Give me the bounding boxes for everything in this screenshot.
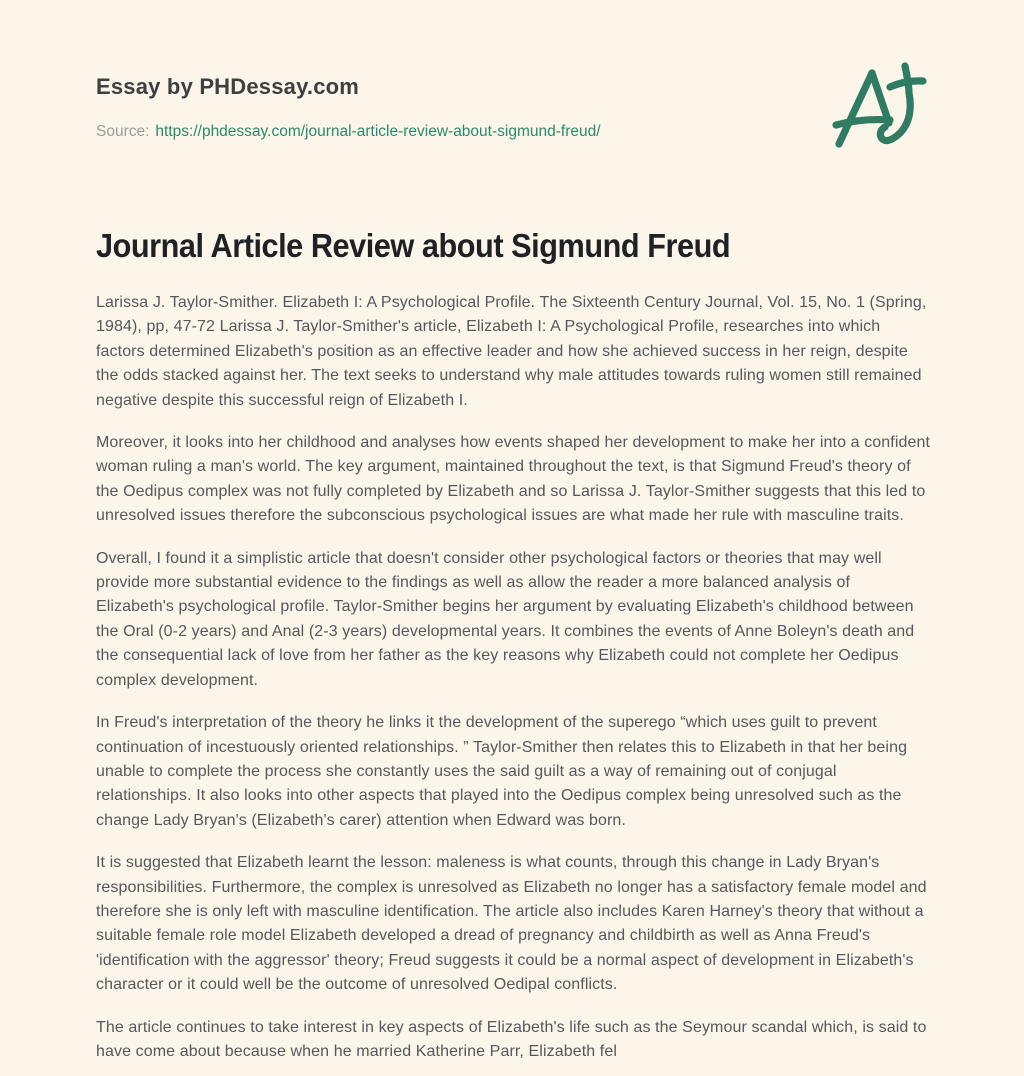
essay-paragraph-3: Overall, I found it a simplistic article that doesn't consider other psychological factors or theories that may well provide more substantial evidence to the findings as well as allow the reader a more balanced analysis of Elizabeth's psychological profile. Taylor-Smither begins her argument by evaluating Elizabeth's childhood between the Oral (0-2 years) and Anal (2-3 years) developmental years. It combines the events of Anne Boleyn's death and the consequential lack of love from her father as the key reasons why Elizabeth could not complete her Oedipus complex development. (96, 549, 915, 689)
a-plus-logo-icon (830, 60, 940, 152)
source-row (96, 121, 930, 142)
a-plus-logo-strokes (836, 66, 923, 144)
source-url-link[interactable]: https://phdessay.com/journal-article-review-about-sigmund-freud/ (155, 123, 601, 140)
essay-title: Journal Article Review about Sigmund Freud (96, 227, 731, 264)
essay-paragraph-2: Moreover, it looks into her childhood and analyses how events shaped her development to make her into a confident woman ruling a man's world. The key argument, maintained throughout the text, is that Sigmund Freud's theory of the Oedipus complex was not fully completed by Elizabeth and so Larissa J. Taylor-Smither suggests that this led to unresolved issues therefore the subconscious psychological issues are what made her rule with masculine traits. (96, 434, 931, 525)
source-label: Source: (96, 123, 150, 140)
brand-title: Essay by PHDessay.com (96, 74, 360, 99)
essay-paragraph-1: Larissa J. Taylor-Smither. Elizabeth I: A Psychological Profile. The Sixteenth Century Journal, Vol. 15, No. 1 (Spring, 1984), pp, 47-72 Larissa J. Taylor-Smither's article, Elizabeth I: A Psychological Profile, researches into which factors determined Elizabeth's position as an effective leader and how she achieved success in her reign, despite the odds stacked against her. The text seeks to understand why male attitudes towards ruling women still remained negative despite this successful reign of Elizabeth I. (96, 294, 927, 409)
essay-paragraph-5: It is suggested that Elizabeth learnt the lesson: maleness is what counts, through this change in Lady Bryan's responsibilities. Furthermore, the complex is unresolved as Elizabeth no longer has a satisfactory female model and therefore she is only left with masculine identification. The article also includes Karen Harney's theory that without a suitable female role model Elizabeth developed a dread of pregnancy and childbirth as well as Anna Freud's 'identification with the aggressor' theory; Freud suggests it could be a normal aspect of development in Elizabeth's character or it could well be the outcome of unresolved Oedipal conflicts. (96, 854, 927, 994)
essay-content (96, 142, 930, 1064)
page-header (96, 74, 930, 142)
essay-paragraph-6: The article continues to take interest in key aspects of Elizabeth's life such as the Seymour scandal which, is said to have come about because when he married Katherine Parr, Elizabeth fel (96, 1018, 927, 1060)
essay-body (96, 291, 932, 1064)
essay-paragraph-4: In Freud's interpretation of the theory he links it the development of the superego “which uses guilt to prevent continuation of incestuously oriented relationships. ” Taylor-Smither then relates this to Elizabeth in that her being unable to complete the process she constantly uses the said guilt as a way of remaining out of conjugal relationships. It also looks into other aspects that played into the Oedipus complex being unresolved such as the change Lady Bryan's (Elizabeth's carer) attention when Edward was born. (96, 714, 908, 829)
